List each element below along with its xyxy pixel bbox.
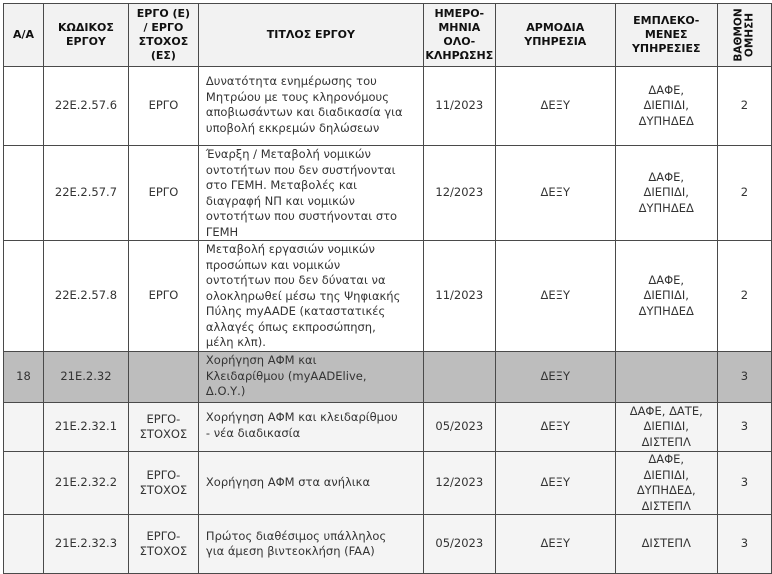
- cell-service: ΔΕΞΥ: [495, 515, 615, 574]
- cell-aa: [4, 515, 44, 574]
- cell-type: [128, 352, 198, 403]
- cell-involved: ΔΑΦΕ, ΔΙΕΠΙΔΙ, ΔΥΠΗΔΕΔ, ΔΙΣΤΕΠΛ: [615, 452, 717, 515]
- cell-date: 12/2023: [423, 452, 495, 515]
- cell-title: Έναρξη / Μεταβολή νομικών οντοτήτων που δεν συστήνονται στο ΓΕΜΗ. Μεταβολές και διαγραφή ΝΠ και νομικών οντοτήτων που συστήνονται στο ΓΕΜΗ: [198, 146, 423, 241]
- cell-involved: ΔΙΣΤΕΠΛ: [615, 515, 717, 574]
- cell-involved: ΔΑΦΕ, ΔΙΕΠΙΔΙ, ΔΥΠΗΔΕΔ: [615, 241, 717, 352]
- table-row: [4, 515, 772, 574]
- cell-code: 22Ε.2.57.7: [43, 146, 128, 241]
- cell-title: Χορήγηση ΑΦΜ και Κλειδαρίθμου (myAADElive, Δ.Ο.Υ.): [198, 352, 423, 403]
- cell-type: ΕΡΓΟ- ΣΤΟΧΟΣ: [128, 403, 198, 452]
- table-row: [4, 241, 772, 352]
- header-title: ΤΙΤΛΟΣ ΕΡΓΟΥ: [198, 4, 423, 67]
- cell-aa: [4, 403, 44, 452]
- cell-code: 21Ε.2.32.3: [43, 515, 128, 574]
- cell-title: Χορήγηση ΑΦΜ στα ανήλικα: [198, 452, 423, 515]
- header-date: ΗΜΕΡΟ- ΜΗΝΙΑ ΟΛΟ- ΚΛΗΡΩΣΗΣ: [423, 4, 495, 67]
- cell-service: ΔΕΞΥ: [495, 403, 615, 452]
- header-row: [4, 4, 772, 67]
- cell-date: [423, 352, 495, 403]
- cell-service: ΔΕΞΥ: [495, 452, 615, 515]
- cell-aa: 18: [4, 352, 44, 403]
- cell-date: 05/2023: [423, 403, 495, 452]
- cell-code: 21Ε.2.32.1: [43, 403, 128, 452]
- cell-type: ΕΡΓΟ- ΣΤΟΧΟΣ: [128, 452, 198, 515]
- cell-service: ΔΕΞΥ: [495, 146, 615, 241]
- cell-aa: [4, 67, 44, 146]
- cell-involved: [615, 352, 717, 403]
- cell-type: ΕΡΓΟ: [128, 241, 198, 352]
- cell-grade: 2: [717, 67, 771, 146]
- table-row: [4, 452, 772, 515]
- cell-code: 21Ε.2.32: [43, 352, 128, 403]
- cell-title: Μεταβολή εργασιών νομικών προσώπων και νομικών οντοτήτων που δεν δύναται να ολοκληρωθεί μέσω της Ψηφιακής Πύλης myAADE (καταστατικές αλλαγές όπως εκπροσώπηση, μέλη κλπ).: [198, 241, 423, 352]
- cell-aa: [4, 452, 44, 515]
- cell-type: ΕΡΓΟ- ΣΤΟΧΟΣ: [128, 515, 198, 574]
- projects-table: [3, 3, 772, 574]
- cell-grade: 3: [717, 515, 771, 574]
- cell-grade: 3: [717, 452, 771, 515]
- header-service: ΑΡΜΟΔΙΑ ΥΠΗΡΕΣΙΑ: [495, 4, 615, 67]
- header-type: ΕΡΓΟ (Ε) / ΕΡΓΟ ΣΤΟΧΟΣ (ΕΣ): [128, 4, 198, 67]
- table-row: [4, 146, 772, 241]
- table-row-group: [4, 352, 772, 403]
- header-aa: Α/Α: [4, 4, 44, 67]
- cell-involved: ΔΑΦΕ, ΔΑΤΕ, ΔΙΕΠΙΔΙ, ΔΙΣΤΕΠΛ: [615, 403, 717, 452]
- cell-grade: 2: [717, 241, 771, 352]
- cell-type: ΕΡΓΟ: [128, 146, 198, 241]
- header-code: ΚΩΔΙΚΟΣ ΕΡΓΟΥ: [43, 4, 128, 67]
- table-row: [4, 67, 772, 146]
- cell-involved: ΔΑΦΕ, ΔΙΕΠΙΔΙ, ΔΥΠΗΔΕΔ: [615, 67, 717, 146]
- cell-date: 11/2023: [423, 241, 495, 352]
- table-row: [4, 403, 772, 452]
- cell-title: Πρώτος διαθέσιμος υπάλληλος για άμεση βιντεοκλήση (FAA): [198, 515, 423, 574]
- cell-date: 12/2023: [423, 146, 495, 241]
- cell-title: Δυνατότητα ενημέρωσης του Μητρώου με τους κληρονόμους αποβιωσάντων και διαδικασία για υποβολή εκκρεμών δηλώσεων: [198, 67, 423, 146]
- cell-type: ΕΡΓΟ: [128, 67, 198, 146]
- cell-service: ΔΕΞΥ: [495, 241, 615, 352]
- cell-date: 05/2023: [423, 515, 495, 574]
- cell-code: 22Ε.2.57.6: [43, 67, 128, 146]
- cell-title: Χορήγηση ΑΦΜ και κλειδαρίθμου - νέα διαδικασία: [198, 403, 423, 452]
- cell-code: 22Ε.2.57.8: [43, 241, 128, 352]
- cell-service: ΔΕΞΥ: [495, 67, 615, 146]
- cell-grade: 2: [717, 146, 771, 241]
- cell-grade: 3: [717, 403, 771, 452]
- cell-involved: ΔΑΦΕ, ΔΙΕΠΙΔΙ, ΔΥΠΗΔΕΔ: [615, 146, 717, 241]
- cell-service: ΔΕΞΥ: [495, 352, 615, 403]
- cell-grade: 3: [717, 352, 771, 403]
- cell-date: 11/2023: [423, 67, 495, 146]
- cell-aa: [4, 241, 44, 352]
- cell-aa: [4, 146, 44, 241]
- header-involved: ΕΜΠΛΕΚΟ- ΜΕΝΕΣ ΥΠΗΡΕΣΙΕΣ: [615, 4, 717, 67]
- header-grade: ΒΑΘΜΟΝ ΟΜΗΣΗ: [717, 4, 771, 67]
- cell-code: 21Ε.2.32.2: [43, 452, 128, 515]
